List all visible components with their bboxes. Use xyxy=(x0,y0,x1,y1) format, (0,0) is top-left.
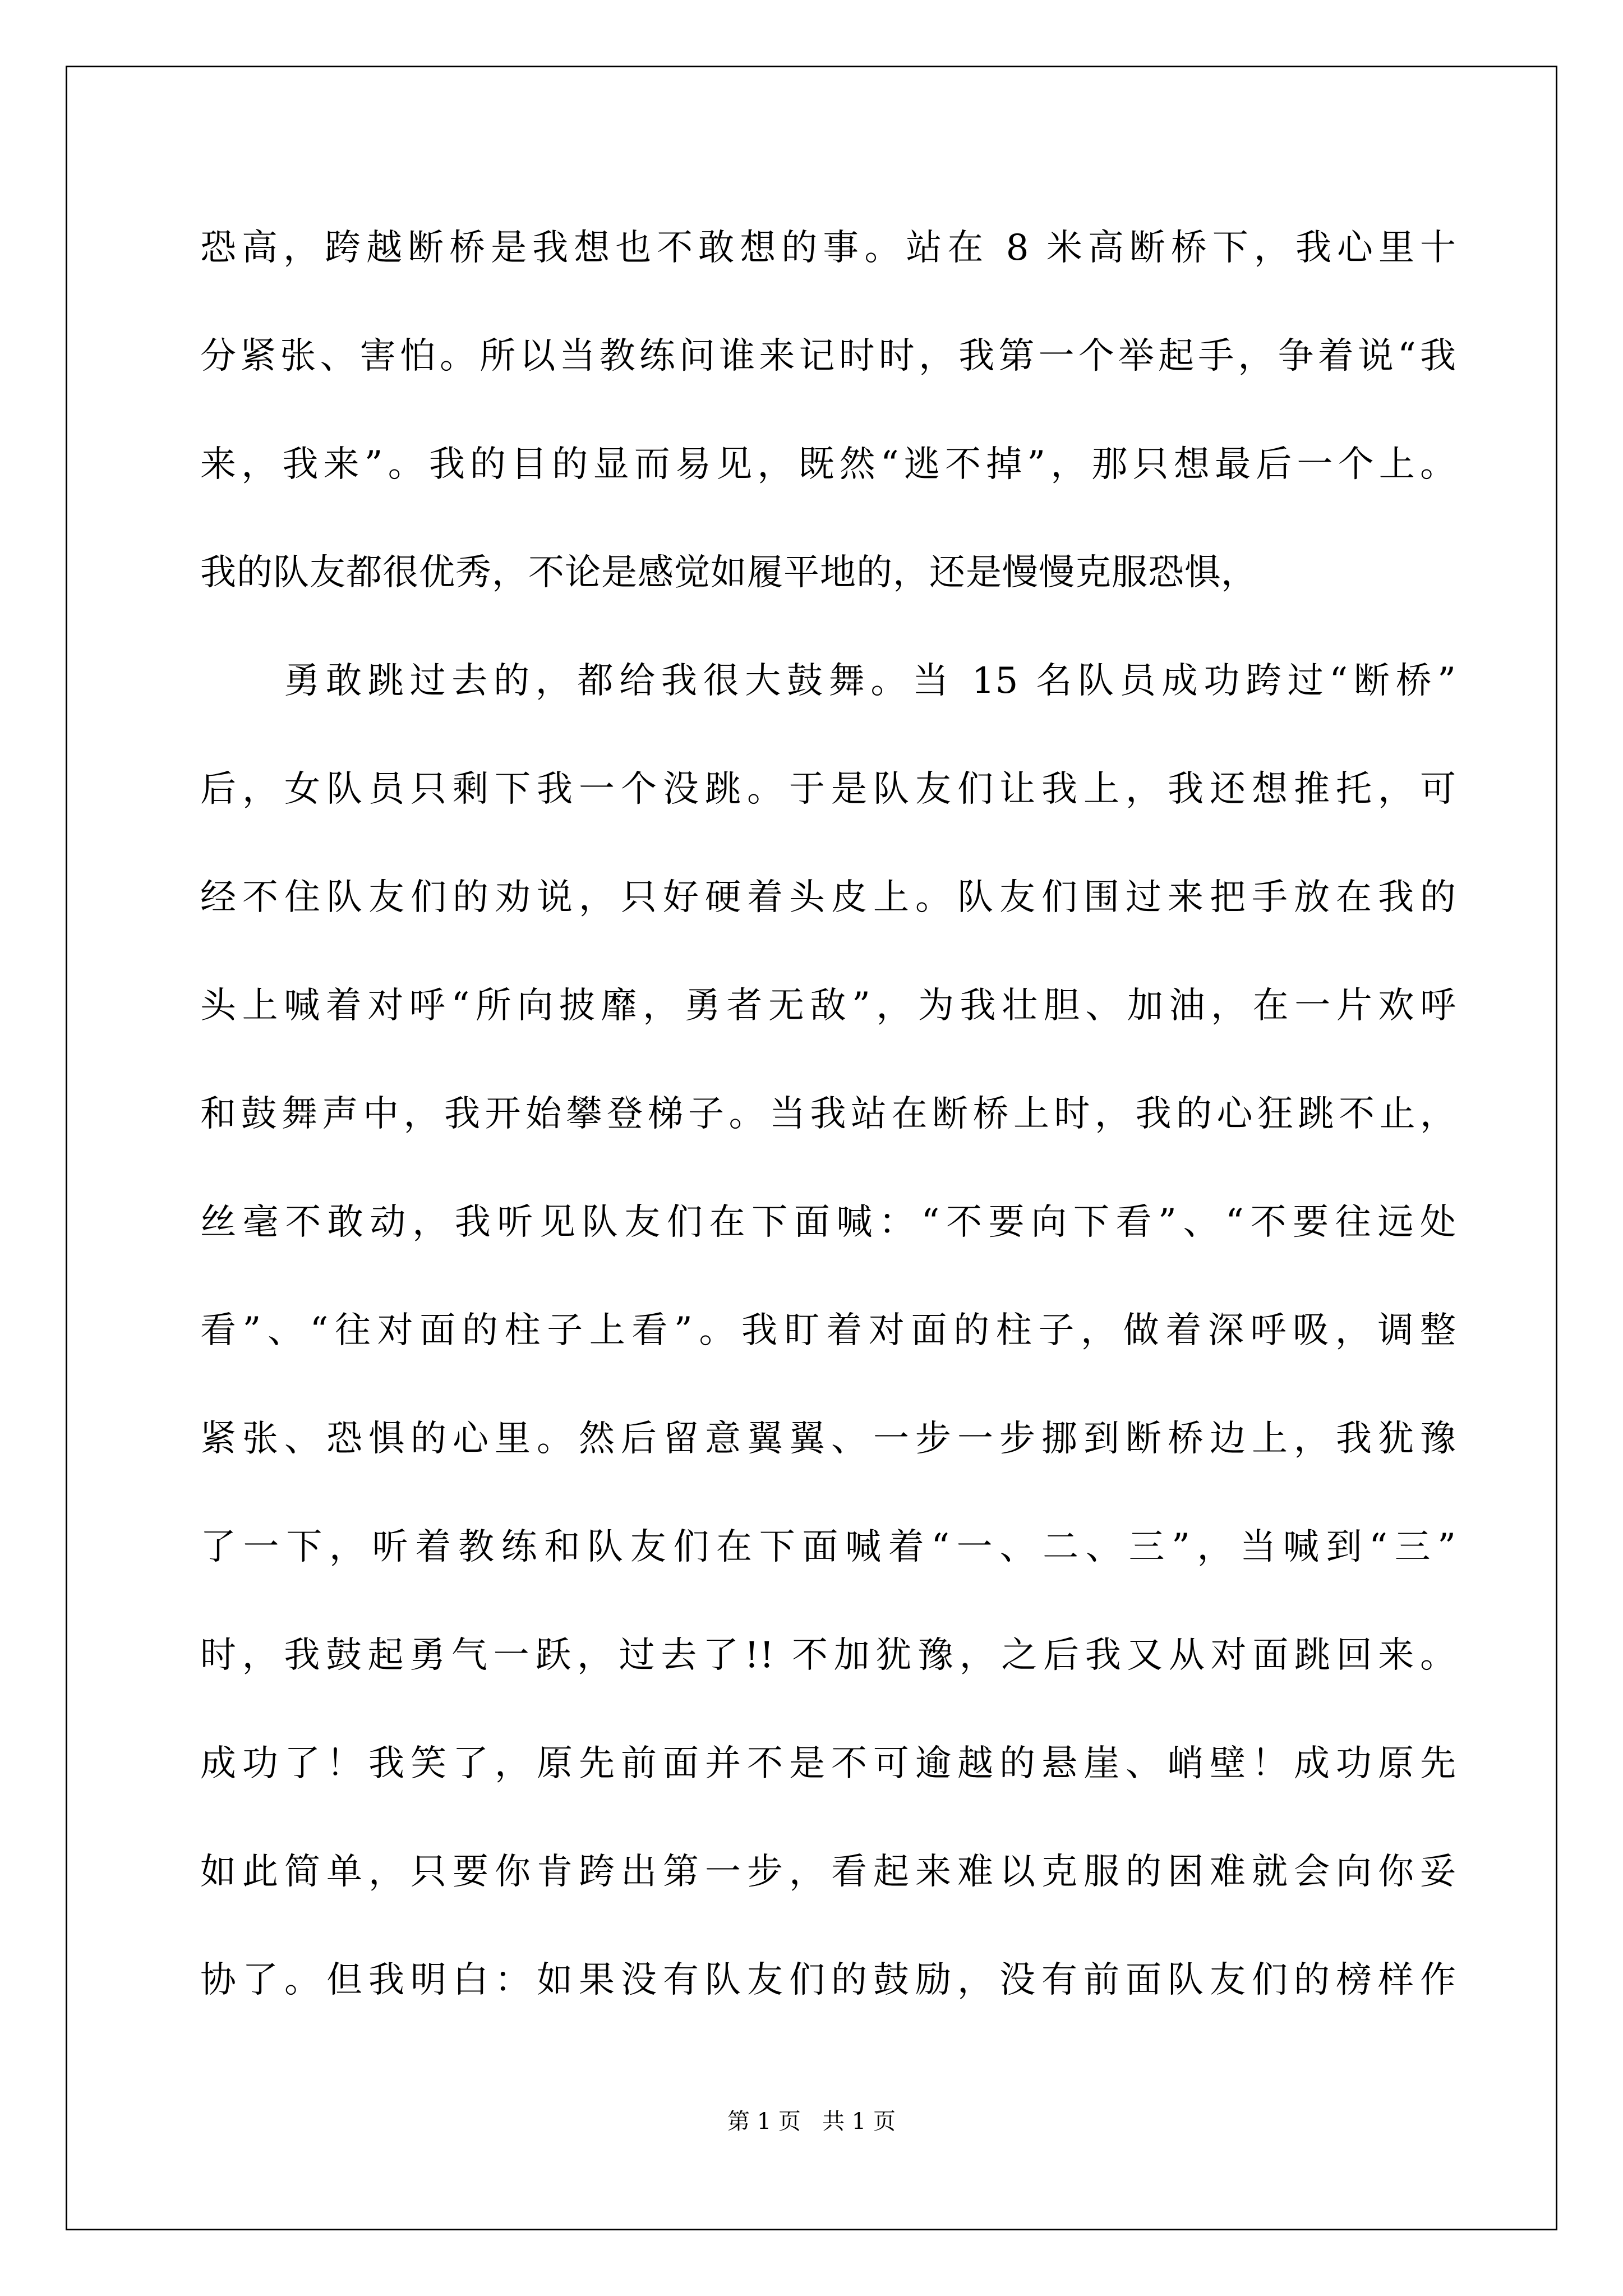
page-total-label: 共 1 页 xyxy=(822,2109,896,2134)
text-line-6: 后，女队员只剩下我一个没跳。于是队友们让我上，我还想推托，可 xyxy=(200,769,1456,810)
text-line-5: 勇敢跳过去的，都给我很大鼓舞。当 15 名队员成功跨过“断桥” xyxy=(200,660,1456,702)
text-line-17: 协了。但我明白：如果没有队友们的鼓励，没有前面队友们的榜样作 xyxy=(200,1959,1456,2001)
text-line-4: 我的队友都很优秀，不论是感觉如履平地的，还是慢慢克服恐惧， xyxy=(200,552,1257,593)
page-number-label: 第 1 页 xyxy=(727,2109,801,2134)
text-line-10: 丝毫不敢动，我听见队友们在下面喊：“不要向下看”、“不要往远处 xyxy=(200,1202,1456,1243)
text-line-15: 成功了！我笑了，原先前面并不是不可逾越的悬崖、峭壁！成功原先 xyxy=(200,1743,1456,1784)
text-line-13: 了一下，听着教练和队友们在下面喊着“一、二、三”，当喊到“三” xyxy=(200,1526,1456,1568)
text-line-1: 恐高，跨越断桥是我想也不敢想的事。站在 8 米高断桥下，我心里十 xyxy=(200,227,1456,269)
text-line-12: 紧张、恐惧的心里。然后留意翼翼、一步一步挪到断桥边上，我犹豫 xyxy=(200,1418,1456,1460)
text-line-14: 时，我鼓起勇气一跃，过去了!! 不加犹豫，之后我又从对面跳回来。 xyxy=(200,1635,1456,1676)
text-line-3: 来，我来”。我的目的显而易见，既然“逃不掉”，那只想最后一个上。 xyxy=(200,444,1456,485)
text-line-9: 和鼓舞声中，我开始攀登梯子。当我站在断桥上时，我的心狂跳不止， xyxy=(200,1093,1456,1135)
text-line-2: 分紧张、害怕。所以当教练问谁来记时时，我第一个举起手，争着说“我 xyxy=(200,335,1456,377)
text-line-11: 看”、“往对面的柱子上看”。我盯着对面的柱子，做着深呼吸，调整 xyxy=(200,1310,1456,1351)
text-line-16: 如此简单，只要你肯跨出第一步，看起来难以克服的困难就会向你妥 xyxy=(200,1851,1456,1893)
text-line-8: 头上喊着对呼“所向披靡，勇者无敌”，为我壮胆、加油，在一片欢呼 xyxy=(200,985,1456,1027)
page-footer xyxy=(0,2105,1623,2138)
text-line-7: 经不住队友们的劝说，只好硬着头皮上。队友们围过来把手放在我的 xyxy=(200,877,1456,918)
document-body xyxy=(200,206,1456,2046)
